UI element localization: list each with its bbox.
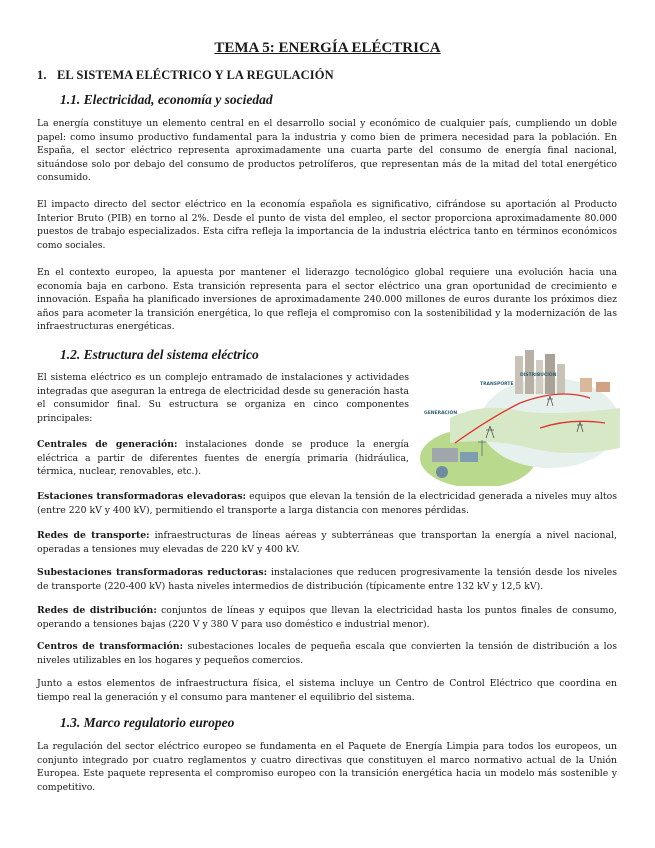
item-term: Centros de transformación: [37,641,184,652]
paragraph-6: La regulación del sector eléctrico europeo se fundamenta en el Paquete de Energía Limpia para todos los europeos, un conjunto integrado por cuatro reglamentos y cuatro directivas que constituyen el marco normativo actual de la Unión Europea. Este paquete representa el compromiso europeo con la transición energética hacia un modelo más sostenible y competitivo. [37,741,617,793]
item-text: infraestructuras de líneas aéreas y subterráneas que transportan la energía a nivel nacional, operadas a tensiones muy elevadas de 220 kV y 400 kV. [37,530,617,555]
list-item-step-up [37,490,617,517]
item-text: conjuntos de líneas y equipos que llevan la electricidad hasta los puntos finales de consumo, operando a tensiones bajas (220 V y 380 V para uso doméstico e industrial menor). [37,605,617,630]
paragraph-1: La energía constituye un elemento central en el desarrollo social y económico de cualquier país, cumpliendo un doble papel: como insumo productivo fundamental para la industria y como bien de primera necesidad para la población. En España, el sector eléctrico representa aproximadamente una cuarta parte del consumo de energía final nacional, situándose solo por debajo del consumo de productos petrolíferos, que representan más de la mitad del total energético consumido. [37,118,617,184]
item-term: Estaciones transformadoras elevadoras: [37,491,246,502]
paragraph-5: Junto a estos elementos de infraestructura física, el sistema incluye un Centro de Control Eléctrico que coordina en tiempo real la generación y el consumo para mantener el equilibrio del sistema. [37,678,617,703]
item-term: Subestaciones transformadoras reductoras: [37,567,268,578]
section-number: 1. [37,68,47,82]
subsection-heading-1-1: 1.1. Electricidad, economía y sociedad [60,92,273,107]
label-transport: TRANSPORTE [480,382,514,387]
paragraph-3: En el contexto europeo, la apuesta por mantener el liderazgo tecnológico global requiere una evolución hacia una economía baja en carbono. Esta transición representa para el sector eléctrico una gran oportunidad de crecimiento e innovación. España ha planificado inversiones de aproximadamente 240.000 millones de euros durante los próximos diez años para acometer la transición energética, lo que refleja el compromiso con la sostenibilidad y la modernización de las infraestructuras energéticas. [37,267,617,333]
list-item-distribution [37,604,617,631]
subsection-heading-1-2: 1.2. Estructura del sistema eléctrico [60,347,259,362]
list-item-transformation [37,640,617,667]
list-item-generation [37,438,409,479]
item-text: instalaciones donde se produce la energía eléctrica a partir de diferentes fuentes de energía primaria (hidráulica, térmica, nuclear, renovables, etc.). [37,439,409,478]
subsection-heading-1-3: 1.3. Marco regulatorio europeo [60,715,235,730]
list-item-step-down [37,566,617,593]
item-text: subestaciones locales de pequeña escala que convierten la tensión de distribución a los niveles utilizables en los hogares y pequeños comercios. [37,641,617,666]
paragraph-4: El sistema eléctrico es un complejo entramado de instalaciones y actividades integradas que aseguran la entrega de electricidad desde su generación hasta el consumidor final. Su estructura se organiza en cinco componentes principales: [37,372,409,424]
item-text: instalaciones que reducen progresivamente la tensión desde los niveles de transporte (220-400 kV) hasta niveles intermedios de distribución (típicamente entre 132 kV y 12,5 kV). [37,567,617,592]
item-term: Centrales de generación: [37,439,178,450]
item-text: equipos que elevan la tensión de la electricidad generada a niveles muy altos (entre 220 kV y 400 kV), permitiendo el transporte a larga distancia con menores pérdidas. [37,491,617,516]
label-distribution: DISTRIBUCIÓN [520,373,557,378]
section-title: EL SISTEMA ELÉCTRICO Y LA REGULACIÓN [57,68,334,82]
item-term: Redes de distribución: [37,605,157,616]
city-buildings [515,350,610,394]
section-heading-1 [37,68,334,83]
electric-system-illustration [420,348,620,486]
item-term: Redes de transporte: [37,530,150,541]
illustration-background [420,378,620,486]
document-title: TEMA 5: ENERGÍA ELÉCTRICA [214,40,441,56]
label-generation: GENERACIÓN [424,411,458,416]
paragraph-2: El impacto directo del sector eléctrico en la economía española es significativo, cifrándose su aportación al Producto Interior Bruto (PIB) en torno al 2%. Desde el punto de vista del empleo, el sector proporciona aproximadamente 80.000 puestos de trabajo especializados. Esta cifra refleja la importancia de la industria eléctrica tanto en términos económicos como sociales. [37,199,617,251]
list-item-transport [37,529,617,556]
